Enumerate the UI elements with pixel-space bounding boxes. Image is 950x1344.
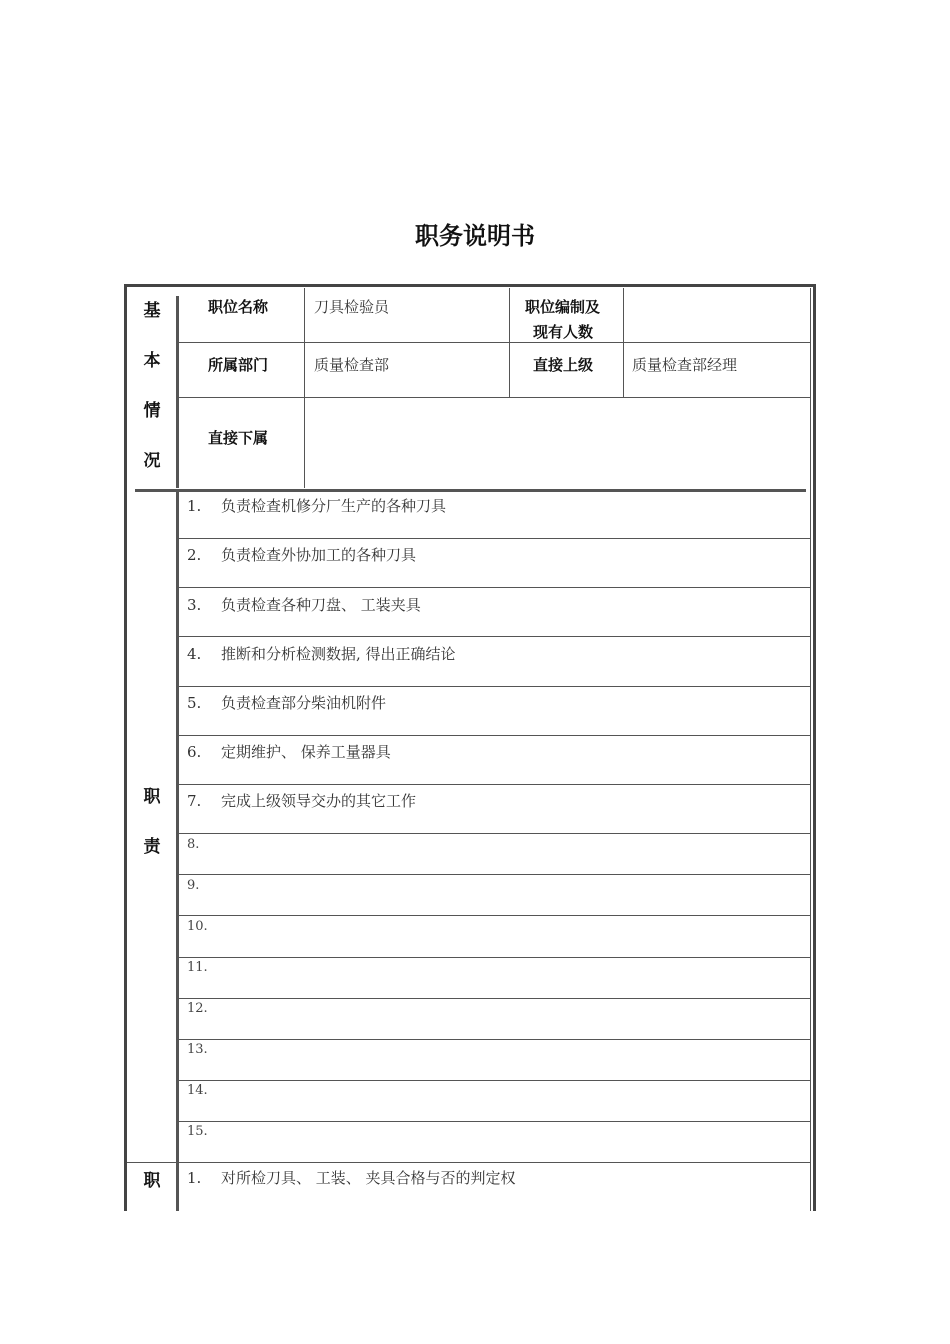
responsibility-item-number: 15. [187, 1124, 208, 1139]
department-value: 质量检查部 [314, 356, 390, 374]
responsibility-item-number: 14. [187, 1083, 208, 1098]
responsibility-item-number: 11. [187, 960, 208, 975]
basic-info-section-label: 情 [143, 401, 161, 421]
row-divider-line [178, 915, 811, 916]
section-divider-line [135, 489, 806, 492]
headcount-label: 职位编制及 [525, 298, 601, 316]
position-name-label: 职位名称 [208, 298, 269, 316]
authority-section-label: 职 [143, 1171, 161, 1191]
item-number: 5. [187, 694, 202, 712]
item-number: 7. [187, 792, 202, 810]
row-divider-line [178, 833, 811, 834]
row-divider-line [178, 342, 811, 343]
item-number: 6. [187, 743, 202, 761]
responsibilities-section-label: 职 [143, 787, 161, 807]
basic-info-section-label: 况 [143, 451, 161, 471]
position-name-value: 刀具检验员 [314, 298, 390, 316]
item-number: 3. [187, 596, 202, 614]
row-divider-line [178, 587, 811, 588]
responsibility-item [187, 495, 446, 516]
column-divider-line [509, 288, 510, 398]
row-divider-line [178, 874, 811, 875]
responsibility-item [187, 544, 416, 565]
responsibility-item [187, 692, 386, 713]
row-divider-line [178, 1039, 811, 1040]
item-text: 对所检刀具、 工装、 夹具合格与否的判定权 [221, 1169, 516, 1187]
responsibility-item [187, 790, 416, 811]
item-text: 负责检查外协加工的各种刀具 [221, 546, 417, 564]
basic-info-section-label: 基 [143, 301, 161, 321]
row-divider-line [178, 538, 811, 539]
responsibility-item-number: 8. [187, 837, 200, 852]
responsibility-item [187, 643, 456, 664]
item-number: 1. [187, 1169, 202, 1187]
row-divider-line [178, 686, 811, 687]
item-number: 1. [187, 497, 202, 515]
supervisor-value: 质量检查部经理 [632, 356, 738, 374]
headcount-label: 现有人数 [533, 323, 594, 341]
row-divider-line [178, 1080, 811, 1081]
section-divider-line [127, 1162, 811, 1163]
row-divider-line [178, 397, 811, 398]
row-divider-line [178, 735, 811, 736]
right-inner-border [810, 288, 811, 1211]
row-divider-line [178, 998, 811, 999]
item-text: 负责检查机修分厂生产的各种刀具 [221, 497, 447, 515]
department-label: 所属部门 [208, 356, 269, 374]
responsibility-item-number: 9. [187, 878, 200, 893]
basic-info-section-label: 本 [143, 351, 161, 371]
supervisor-label: 直接上级 [533, 356, 594, 374]
row-divider-line [178, 957, 811, 958]
responsibility-item-number: 12. [187, 1001, 208, 1016]
item-text: 完成上级领导交办的其它工作 [221, 792, 417, 810]
subordinates-label: 直接下属 [208, 429, 269, 447]
row-divider-line [178, 636, 811, 637]
item-number: 2. [187, 546, 202, 564]
responsibility-item-number: 10. [187, 919, 208, 934]
column-divider-line [623, 288, 624, 398]
item-number: 4. [187, 645, 202, 663]
responsibility-item [187, 594, 421, 615]
document-title: 职务说明书 [415, 222, 535, 250]
responsibility-item-number: 13. [187, 1042, 208, 1057]
responsibilities-section-label: 责 [143, 837, 161, 857]
item-text: 负责检查各种刀盘、 工装夹具 [221, 596, 421, 614]
row-divider-line [178, 784, 811, 785]
item-text: 定期维护、 保养工量器具 [221, 743, 391, 761]
authority-item [187, 1167, 516, 1188]
row-divider-line [178, 1121, 811, 1122]
responsibility-item [187, 741, 391, 762]
column-divider-line [304, 288, 305, 488]
item-text: 负责检查部分柴油机附件 [221, 694, 387, 712]
item-text: 推断和分析检测数据, 得出正确结论 [221, 645, 456, 663]
